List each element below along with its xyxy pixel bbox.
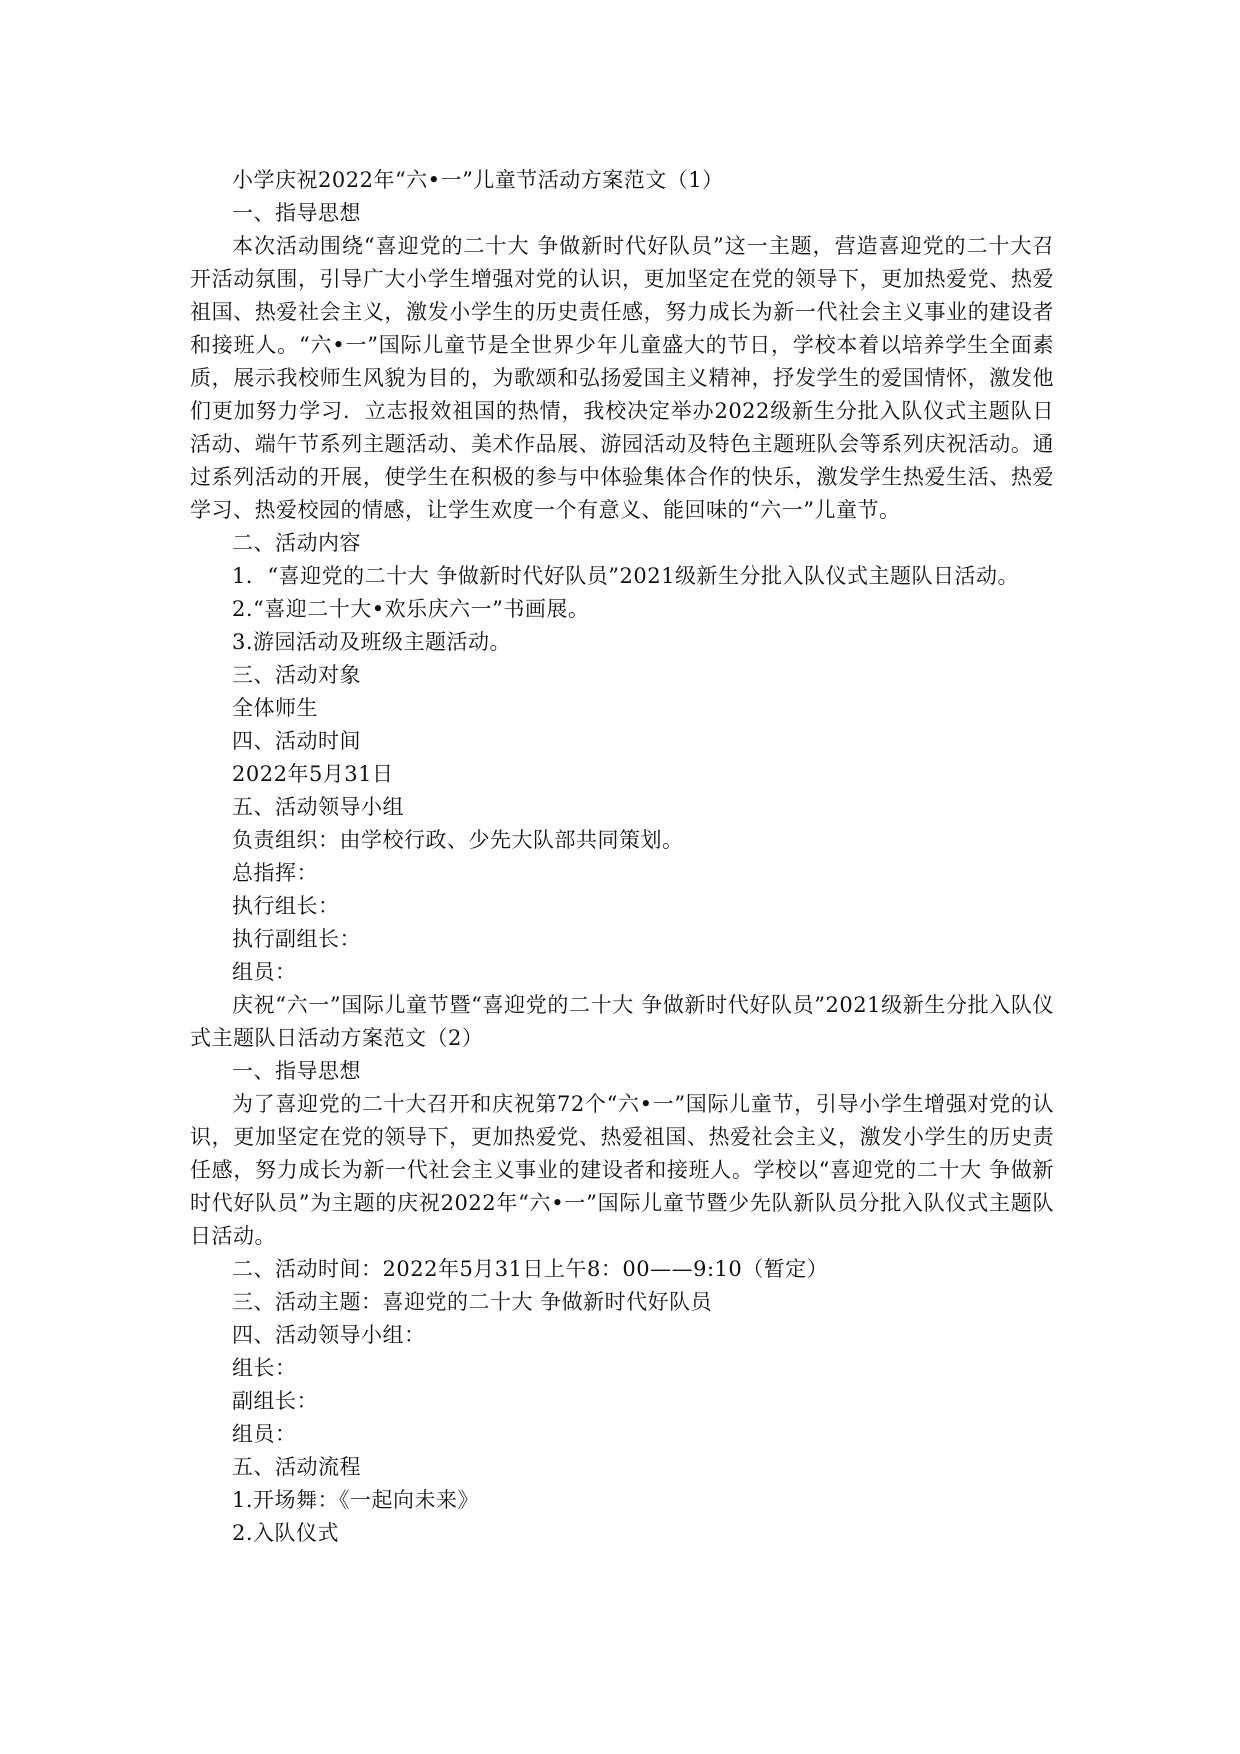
list-item-content-3: 3.游园活动及班级主题活动。 <box>232 630 512 654</box>
text-members-1: 组员： <box>232 960 297 984</box>
text-activity-time: 2022年5月31日 <box>232 762 394 786</box>
heading-leadership-group-1: 五、活动领导小组 <box>232 795 404 819</box>
text-executive-deputy: 执行副组长： <box>232 927 361 951</box>
heading-activity-target: 三、活动对象 <box>232 663 361 687</box>
doc-title-2: 庆祝“六一”国际儿童节暨“喜迎党的二十大 争做新时代好队员”2021级新生分批入队仪式主题队日活动方案范文（2） <box>190 993 1054 1050</box>
heading-activity-time: 四、活动时间 <box>232 729 361 753</box>
heading-activity-process: 五、活动流程 <box>232 1455 361 1479</box>
list-item-content-1: 1．“喜迎党的二十大 争做新时代好队员”2021级新生分批入队仪式主题队日活动。 <box>232 564 1019 588</box>
document-body <box>190 164 1054 1550</box>
paragraph-guiding-idea-2: 为了喜迎党的二十大召开和庆祝第72个“六•一”国际儿童节，引导小学生增强对党的认识，更加坚定在党的领导下，更加热爱党、热爱祖国、热爱社会主义，激发小学生的历史责任感，努力成长为新一代社会主义事业的建设者和接班人。学校以“喜迎党的二十大 争做新时代好队员”为主题的庆祝2022年“六•一”国际儿童节暨少先队新队员分批入队仪式主题队日活动。 <box>190 1092 1054 1248</box>
text-deputy-leader: 副组长： <box>232 1389 318 1413</box>
heading-guiding-idea-1: 一、指导思想 <box>232 201 361 225</box>
text-activity-theme: 三、活动主题：喜迎党的二十大 争做新时代好队员 <box>232 1290 713 1314</box>
text-group-leader: 组长： <box>232 1356 297 1380</box>
paragraph-guiding-idea-1: 本次活动围绕“喜迎党的二十大 争做新时代好队员”这一主题，营造喜迎党的二十大召开活动氛围，引导广大小学生增强对党的认识，更加坚定在党的领导下，更加热爱党、热爱祖国、热爱社会主义，激发小学生的历史责任感，努力成长为新一代社会主义事业的建设者和接班人。“六•一”国际儿童节是全世界少年儿童盛大的节日，学校本着以培养学生全面素质，展示我校师生风貌为目的，为歌颂和弘扬爱国主义精神，抒发学生的爱国情怀，激发他们更加努力学习．立志报效祖国的热情，我校决定举办2022级新生分批入队仪式主题队日活动、端午节系列主题活动、美术作品展、游园活动及特色主题班队会等系列庆祝活动。通过系列活动的开展，使学生在积极的参与中体验集体合作的快乐，激发学生热爱生活、热爱学习、热爱校园的情感，让学生欢度一个有意义、能回味的“六一”儿童节。 <box>190 234 1054 522</box>
text-organizer: 负责组织：由学校行政、少先大队部共同策划。 <box>232 828 684 852</box>
text-activity-time-2: 二、活动时间：2022年5月31日上午8：00——9:10（暂定） <box>232 1257 829 1281</box>
heading-activity-content: 二、活动内容 <box>232 531 361 555</box>
text-activity-target: 全体师生 <box>232 696 318 720</box>
list-item-process-2: 2.入队仪式 <box>232 1521 340 1545</box>
heading-leadership-group-2: 四、活动领导小组： <box>232 1323 426 1347</box>
list-item-content-2: 2.“喜迎二十大•欢乐庆六一”书画展。 <box>232 597 590 621</box>
list-item-process-1: 1.开场舞：《一起向未来》 <box>232 1488 480 1512</box>
heading-guiding-idea-2: 一、指导思想 <box>232 1059 361 1083</box>
text-members-2: 组员： <box>232 1422 297 1446</box>
text-chief-commander: 总指挥： <box>232 861 318 885</box>
text-executive-leader: 执行组长： <box>232 894 340 918</box>
doc-title-1: 小学庆祝2022年“六•一”儿童节活动方案范文（1） <box>232 168 724 192</box>
